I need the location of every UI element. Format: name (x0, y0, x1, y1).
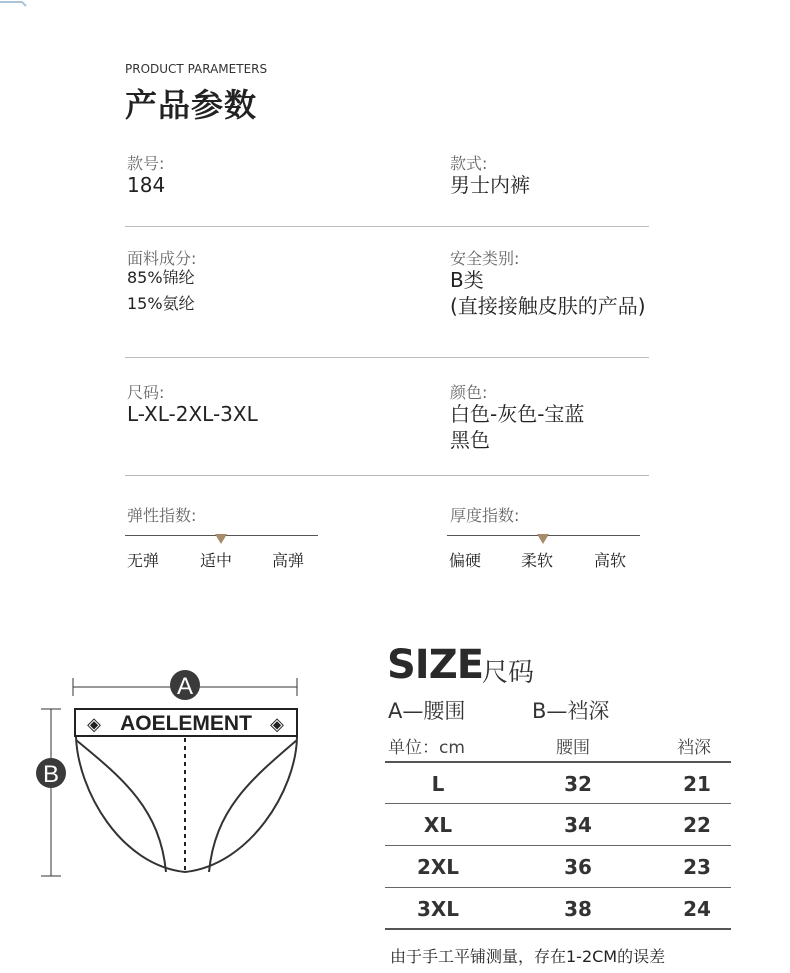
style-value: 男士内裤 (450, 173, 530, 197)
color-line-2: 黑色 (450, 428, 490, 452)
table-rule (385, 761, 731, 763)
fabric-line-1: 85%锦纶 (127, 268, 195, 287)
size-value: L-XL-2XL-3XL (127, 402, 258, 426)
table-cell-crotch: 24 (683, 897, 711, 921)
table-cell-size: 2XL (416, 855, 460, 879)
elasticity-option-1: 无弹 (127, 551, 160, 570)
style-no-label: 款号: (127, 154, 165, 173)
table-rule (385, 928, 731, 930)
style-label: 款式: (450, 154, 488, 173)
diamond-logo-icon: ◈ (270, 714, 284, 735)
table-rule (385, 887, 731, 888)
divider (125, 475, 649, 476)
color-label: 颜色: (450, 383, 488, 402)
table-cell-crotch: 21 (683, 772, 711, 796)
table-cell-waist: 32 (564, 772, 592, 796)
table-cell-crotch: 23 (683, 855, 711, 879)
leg-opening-right (209, 740, 297, 872)
size-label: 尺码: (127, 383, 165, 402)
table-cell-crotch: 22 (683, 813, 711, 837)
divider (125, 357, 649, 358)
brief-outline (76, 737, 297, 872)
section-title: 产品参数 (125, 86, 258, 124)
diamond-logo-icon: ◈ (87, 714, 101, 735)
thickness-marker-icon (537, 534, 549, 544)
thickness-option-2: 柔软 (521, 551, 554, 570)
size-title: SIZE (387, 642, 484, 688)
table-cell-size: L (431, 772, 445, 796)
label-a-text: A (176, 673, 194, 700)
brief-measurement-diagram (30, 660, 320, 890)
leg-opening-left (76, 740, 166, 872)
table-header-unit: 单位：cm (388, 738, 465, 758)
legend-a: A—腰围 (388, 699, 466, 723)
safety-label: 安全类别: (450, 249, 520, 268)
thickness-option-1: 偏硬 (449, 551, 482, 570)
style-no-value: 184 (127, 173, 166, 197)
elasticity-label: 弹性指数: (127, 506, 197, 525)
elasticity-option-3: 高弹 (272, 551, 305, 570)
elasticity-option-2: 适中 (200, 551, 233, 570)
thickness-label: 厚度指数: (450, 506, 520, 525)
table-cell-waist: 36 (564, 855, 592, 879)
color-line-1: 白色-灰色-宝蓝 (450, 402, 585, 426)
measurement-note: 由于手工平铺测量，存在1-2CM的误差 (390, 947, 666, 966)
table-cell-waist: 34 (564, 813, 592, 837)
divider (125, 226, 649, 227)
brand-text: AOELEMENT (120, 712, 252, 735)
table-header-crotch: 裆深 (677, 738, 711, 758)
label-b-text: B (42, 761, 60, 788)
table-header-waist: 腰围 (556, 738, 590, 758)
table-cell-waist: 38 (564, 897, 592, 921)
elasticity-marker-icon (215, 534, 227, 544)
table-cell-size: 3XL (416, 897, 460, 921)
table-rule (385, 803, 731, 804)
table-cell-size: XL (423, 813, 453, 837)
thickness-option-3: 高软 (594, 551, 627, 570)
fabric-label: 面料成分: (127, 249, 197, 268)
corner-decoration (0, 0, 30, 8)
legend-b: B—裆深 (532, 699, 610, 723)
section-subtitle: PRODUCT PARAMETERS (125, 62, 268, 76)
safety-line-2: (直接接触皮肤的产品) (450, 294, 646, 318)
table-rule (385, 845, 731, 846)
crotch-dimension-line (41, 709, 61, 876)
safety-line-1: B类 (450, 268, 484, 292)
size-title-cn: 尺码 (482, 658, 535, 688)
fabric-line-2: 15%氨纶 (127, 294, 195, 313)
